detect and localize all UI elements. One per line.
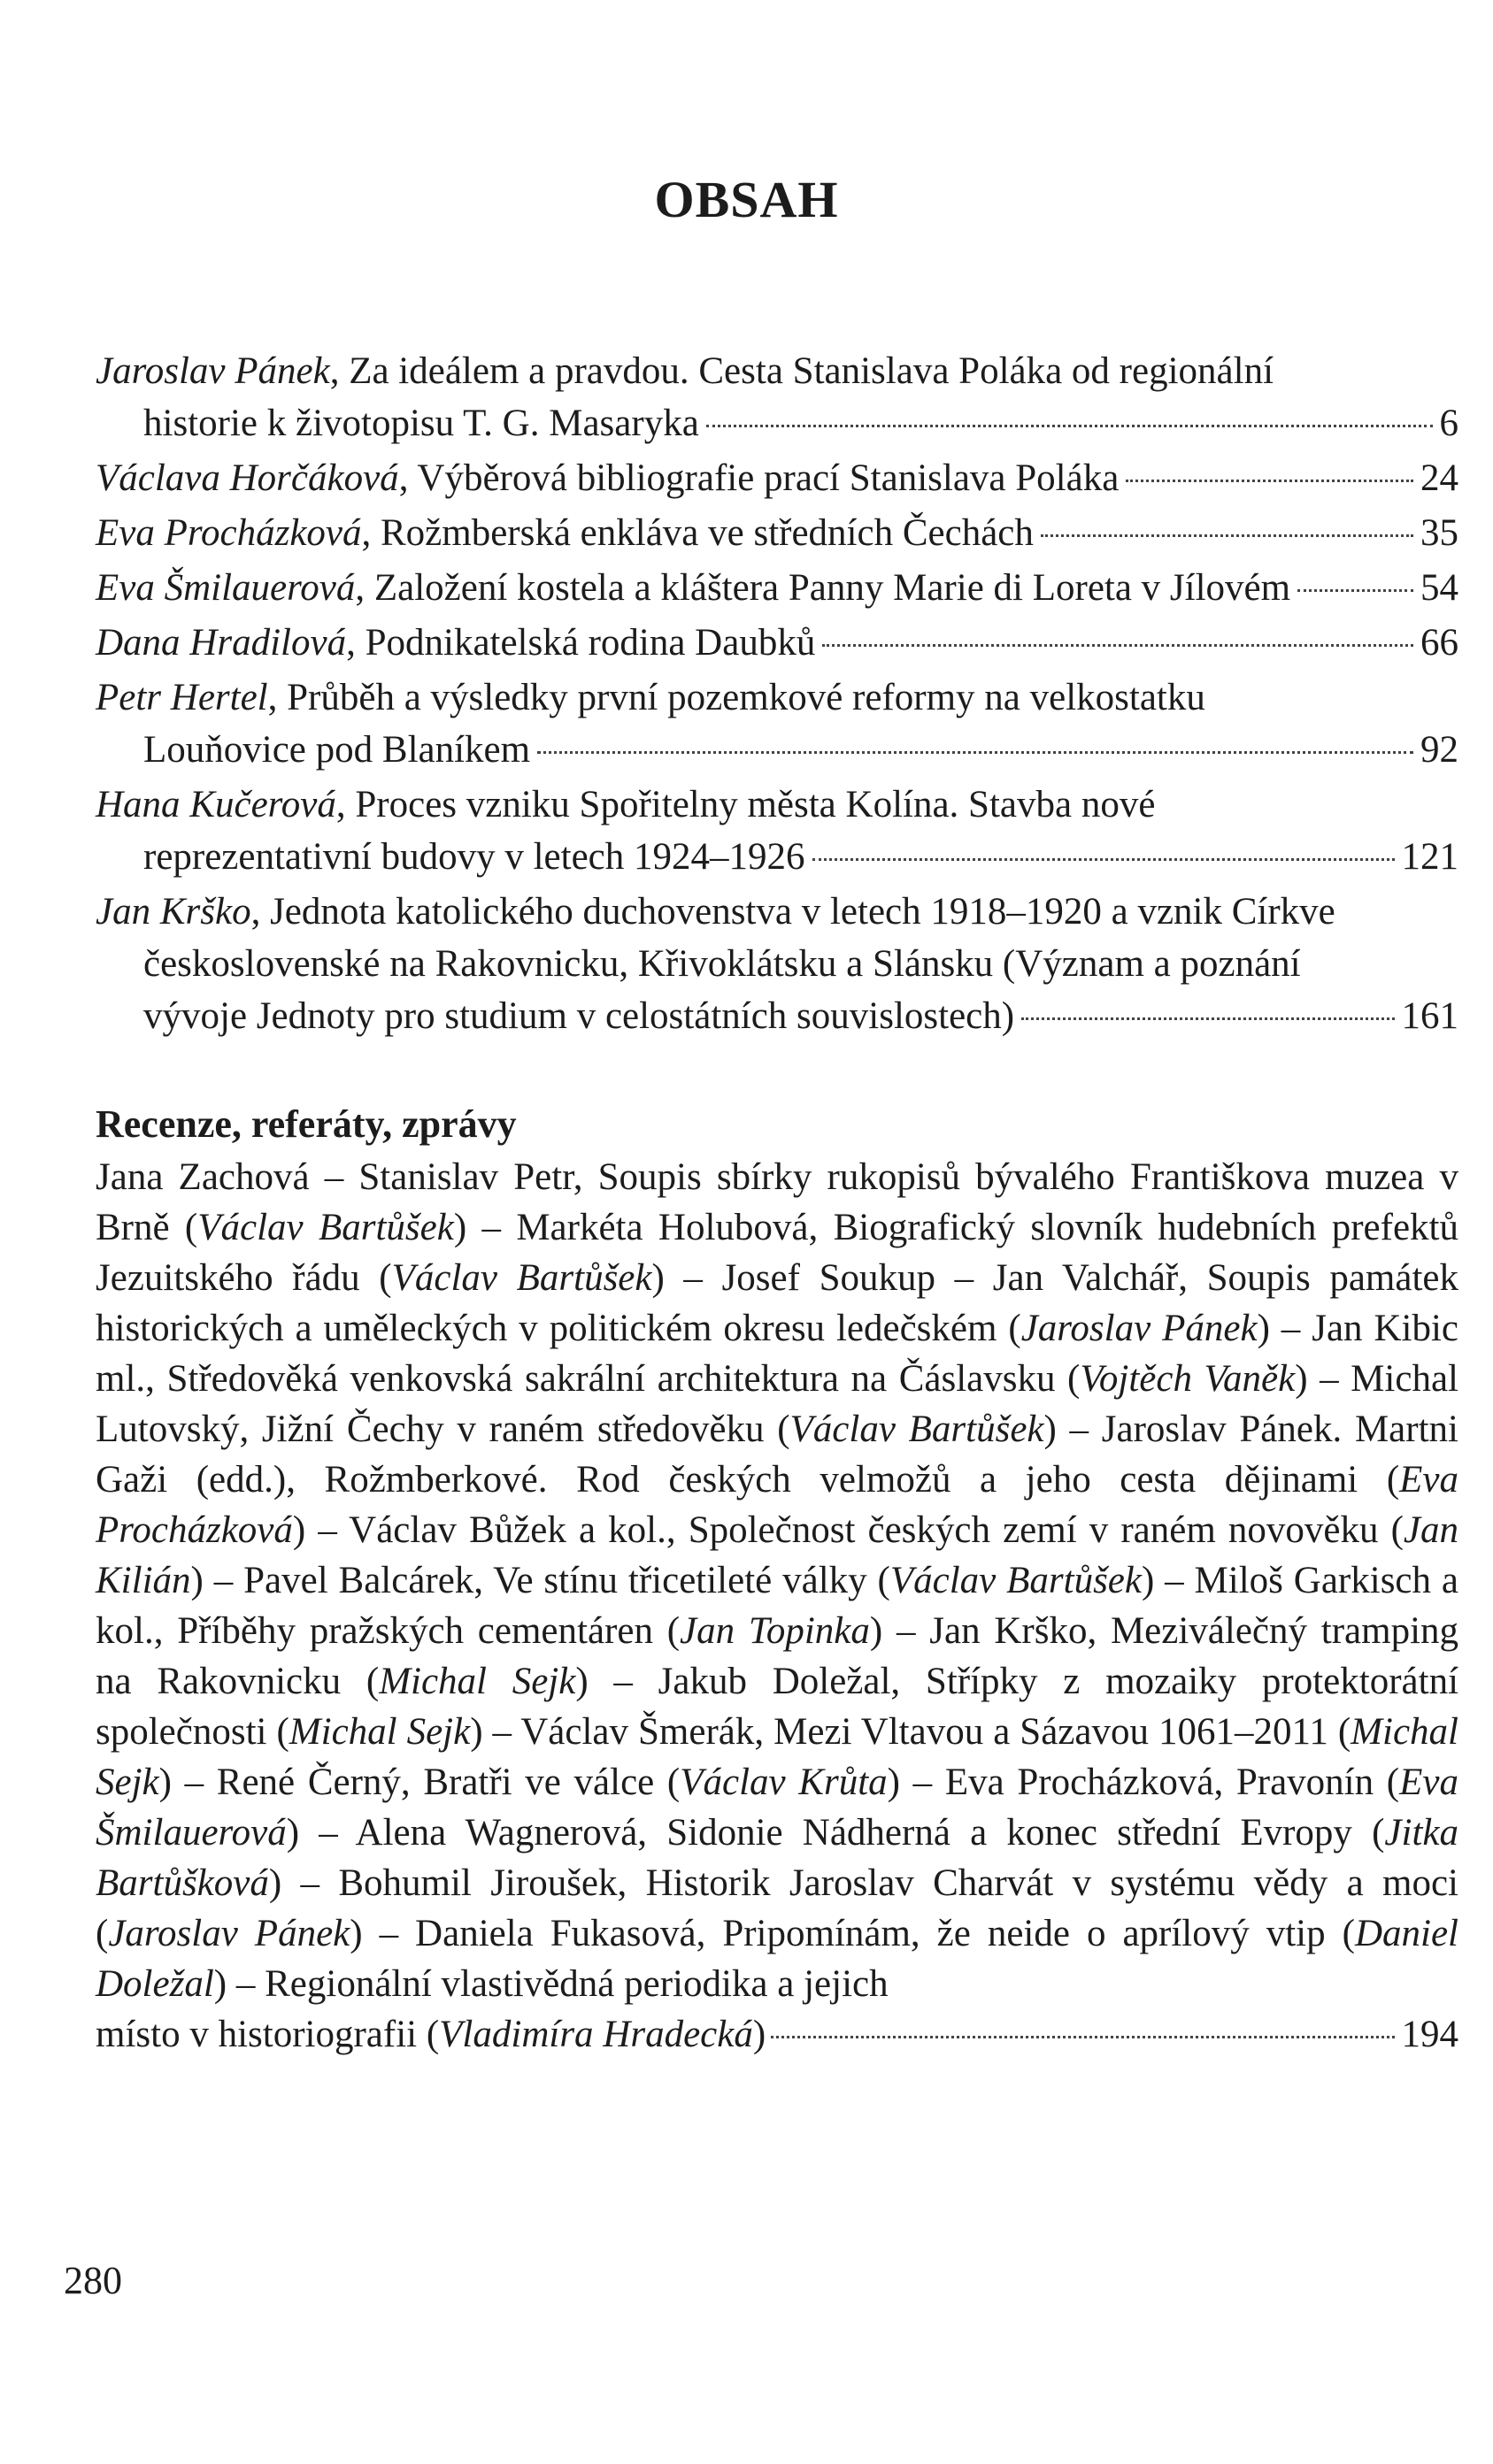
reviewer-name: Michal Sejk	[96, 1711, 1458, 1803]
toc-title: Proces vzniku Spořitelny města Kolína. Stavba nové	[355, 784, 1156, 825]
toc-title-line: československé na Rakovnicku, Křivoklátsku a Slánsku (Význam a poznání	[143, 943, 1301, 985]
review-body	[96, 1152, 1458, 2009]
reviewer-name: Václav Bartůšek	[889, 1560, 1142, 1601]
review-paragraph	[96, 1152, 1458, 2060]
review-text: ) – Miloš Garkisch a kol., Příběhy pražských cementáren (	[96, 1560, 1458, 1652]
review-text: ) – Václav Bůžek a kol., Společnost českých zemí v raném novověku (	[292, 1509, 1404, 1551]
toc-entry	[96, 617, 1458, 669]
toc-title-line: Petr Hertel, Průběh a výsledky první pozemkové reformy na velkostatku	[96, 677, 1205, 718]
toc-title: Průběh a výsledky první pozemkové reformy na velkostatku	[287, 677, 1205, 718]
toc-author: Eva Šmilauerová	[96, 567, 356, 609]
toc-title-line	[96, 397, 1458, 449]
review-text: ) – Jakub Doležal, Střípky z mozaiky protektorátní společnosti (	[96, 1661, 1459, 1753]
toc-author: Eva Procházková	[96, 512, 362, 554]
reviewer-name: Eva Procházková	[96, 1459, 1458, 1551]
toc-author: Petr Hertel	[96, 677, 268, 718]
reviewer-name: Václav Bartůšek	[789, 1409, 1044, 1450]
table-of-contents	[96, 345, 1458, 1045]
toc-title-line	[96, 507, 1458, 559]
toc-page-number: 92	[1420, 729, 1458, 771]
toc-title: historie k životopisu T. G. Masaryka	[143, 403, 699, 444]
toc-page-number: 35	[1420, 512, 1458, 554]
toc-title-line: Hana Kučerová, Proces vzniku Spořitelny města Kolína. Stavba nové	[96, 784, 1156, 825]
toc-title: Podnikatelská rodina Daubků	[365, 622, 816, 664]
reviewer-name: Jan Topinka	[680, 1610, 870, 1652]
toc-title: Louňovice pod Blaníkem	[143, 729, 531, 771]
toc-entry	[96, 345, 1458, 449]
review-text: ) – Václav Šmerák, Mezi Vltavou a Sázavou 1061–2011 (	[470, 1711, 1351, 1753]
dot-leader	[1126, 480, 1413, 482]
toc-author: Hana Kučerová	[96, 784, 336, 825]
toc-title: Rožmberská enkláva ve středních Čechách	[381, 512, 1034, 554]
page-title: OBSAH	[654, 171, 839, 228]
toc-title: Za ideálem a pravdou. Cesta Stanislava Poláka od regionální	[349, 350, 1274, 392]
reviewer-name: Michal Sejk	[289, 1711, 471, 1753]
dot-leader	[537, 751, 1413, 754]
toc-page-number: 24	[1420, 457, 1458, 499]
review-text: ) – Regionální vlastivědná periodika a jejich	[213, 1963, 889, 2005]
toc-entry	[96, 886, 1458, 1042]
toc-title-group: Eva Šmilauerová, Založení kostela a kláštera Panny Marie di Loreta v Jílovém	[96, 567, 1291, 609]
toc-title-line	[96, 617, 1458, 669]
reviewer-name: Jaroslav Pánek	[1020, 1308, 1258, 1349]
toc-title: Jednota katolického duchovenstva v letech 1918–1920 a vznik Církve	[270, 891, 1335, 933]
section-heading: Recenze, referáty, zprávy	[96, 1102, 517, 1146]
page-number: 280	[64, 2259, 122, 2302]
review-text: ) – Michal Lutovský, Jižní Čechy v raném středověku (	[96, 1358, 1458, 1450]
review-text-group	[96, 2009, 766, 2060]
dot-leader	[1297, 589, 1413, 592]
reviewer-name: Václav Krůta	[680, 1762, 888, 1803]
toc-title-line: Jan Krško, Jednota katolického duchovenstva v letech 1918–1920 a vznik Církve	[96, 891, 1335, 933]
toc-entry	[96, 507, 1458, 559]
review-last-line	[96, 2009, 1458, 2060]
toc-author: Jaroslav Pánek	[96, 350, 330, 392]
toc-title-line	[96, 831, 1458, 883]
toc-title-line	[96, 990, 1458, 1042]
toc-title-line	[96, 452, 1458, 504]
toc-title-group: Dana Hradilová, Podnikatelská rodina Daubků	[96, 622, 816, 664]
dot-leader	[822, 644, 1413, 647]
review-text: ) – Markéta Holubová, Biografický slovník hudebních prefektů Jezuitského řádu (	[96, 1207, 1458, 1299]
toc-title-line	[96, 562, 1458, 614]
review-text: ) – Jaroslav Pánek. Martni Gaži (edd.), Rožmberkové. Rod českých velmožů a jeho cesta dějinami (	[96, 1409, 1458, 1501]
toc-author: Jan Krško	[96, 891, 251, 933]
reviewer-name: Daniel Doležal	[96, 1913, 1458, 2005]
toc-author: Václava Horčáková	[96, 457, 399, 499]
reviewer-name: Vladimíra Hradecká	[439, 2014, 753, 2055]
dot-leader	[706, 425, 1433, 427]
reviewer-name: Václav Bartůšek	[391, 1257, 652, 1299]
toc-author: Dana Hradilová	[96, 622, 347, 664]
dot-leader	[771, 2036, 1394, 2038]
toc-page-number: 194	[1401, 2014, 1458, 2055]
toc-title-group: Václava Horčáková, Výběrová bibliografie prací Stanislava Poláka	[96, 457, 1120, 499]
dot-leader	[812, 858, 1395, 861]
toc-entry	[96, 779, 1458, 883]
review-text: ) – Josef Soukup – Jan Valchář, Soupis památek historických a uměleckých v politickém okresu ledečském (	[96, 1257, 1458, 1349]
toc-title: Výběrová bibliografie prací Stanislava Poláka	[417, 457, 1120, 499]
toc-page-number: 54	[1420, 567, 1458, 609]
review-text: ) – René Černý, Bratři ve válce (	[158, 1762, 681, 1803]
toc-page-number: 121	[1401, 836, 1458, 878]
review-text: místo v historiografii (	[96, 2014, 440, 2055]
toc-page-number: 161	[1401, 995, 1458, 1037]
dot-leader	[1021, 1017, 1394, 1020]
toc-title: Založení kostela a kláštera Panny Marie di Loreta v Jílovém	[373, 567, 1291, 609]
reviewer-name: Jan Kilián	[96, 1509, 1458, 1601]
review-text: ) – Jan Krško, Meziválečný tramping na Rakovnicku (	[96, 1610, 1459, 1702]
toc-title-group: Eva Procházková, Rožmberská enkláva ve středních Čechách	[96, 512, 1034, 554]
review-text: ) – Bohumil Jiroušek, Historik Jaroslav Charvát v systému vědy a moci (	[96, 1862, 1458, 1954]
toc-title: vývoje Jednoty pro studium v celostátních souvislostech)	[143, 995, 1015, 1037]
toc-entry	[96, 562, 1458, 614]
toc-page-number: 6	[1439, 403, 1458, 444]
toc-title: reprezentativní budovy v letech 1924–1926	[143, 836, 805, 878]
review-text: ) – Jan Kibic ml., Středověká venkovská sakrální architektura na Čáslavsku (	[96, 1308, 1459, 1400]
review-text: Jana Zachová – Stanislav Petr, Soupis sbírky rukopisů bývalého Františkova muzea v Brně (	[96, 1156, 1458, 1248]
toc-entry	[96, 672, 1458, 776]
reviewer-name: Jitka Bartůšková	[96, 1812, 1458, 1904]
reviewer-name: Vojtěch Vaněk	[1080, 1358, 1296, 1400]
reviewer-name: Eva Šmilauerová	[96, 1762, 1458, 1854]
toc-title-line	[96, 724, 1458, 776]
reviewer-name: Jaroslav Pánek	[108, 1913, 350, 1954]
review-text: ) – Daniela Fukasová, Pripomínám, že neide o aprílový vtip (	[350, 1913, 1355, 1954]
toc-page-number: 66	[1420, 622, 1458, 664]
review-text: ) – Alena Wagnerová, Sidonie Nádherná a konec střední Evropy (	[286, 1812, 1385, 1854]
reviewer-name: Michal Sejk	[379, 1661, 576, 1702]
dot-leader	[1041, 534, 1413, 537]
toc-entry	[96, 452, 1458, 504]
reviewer-name: Václav Bartůšek	[197, 1207, 454, 1248]
review-text: ) – Pavel Balcárek, Ve stínu třicetileté války (	[190, 1560, 890, 1601]
review-text: )	[752, 2014, 766, 2055]
toc-title-line: Jaroslav Pánek, Za ideálem a pravdou. Cesta Stanislava Poláka od regionální	[96, 350, 1274, 392]
review-text: ) – Eva Procházková, Pravonín (	[887, 1762, 1400, 1803]
